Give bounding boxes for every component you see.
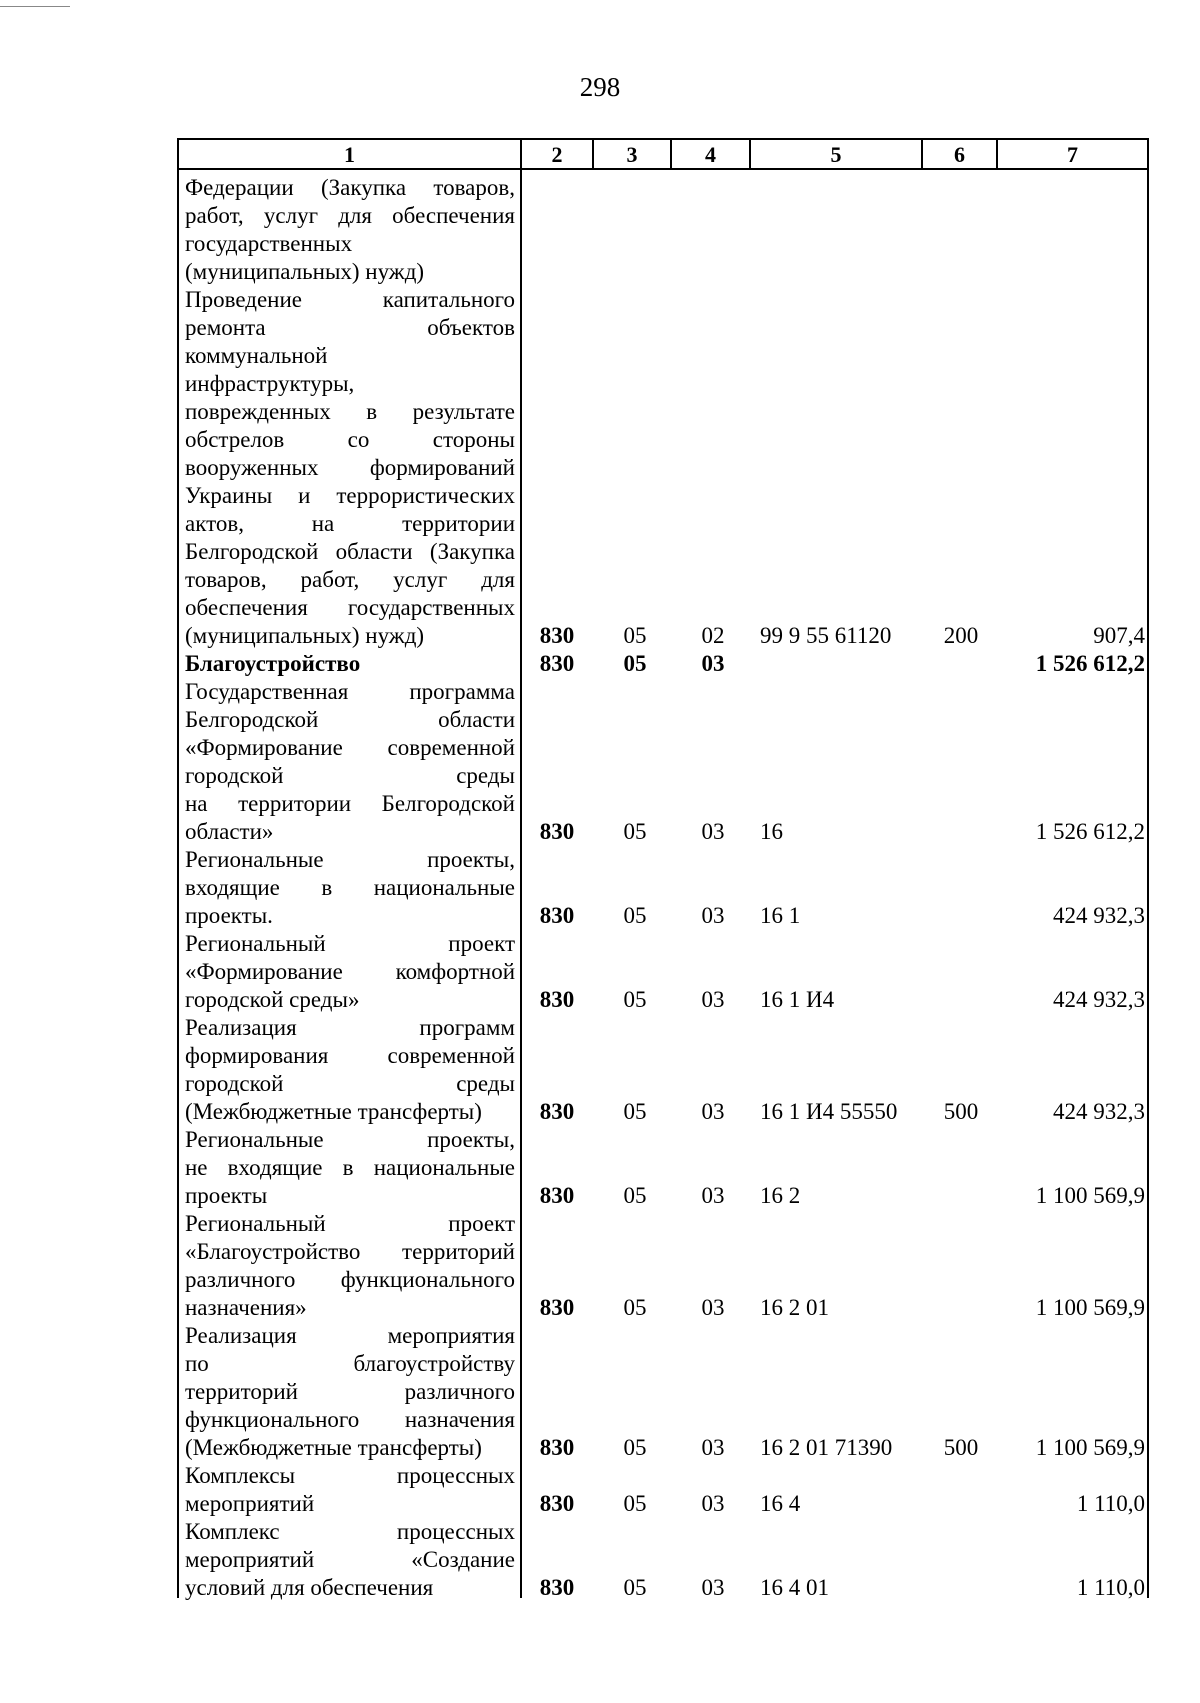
code-section: 05 xyxy=(623,1575,647,1600)
row-description xyxy=(185,1462,515,1518)
code-subsection: 02 xyxy=(701,623,725,648)
row-description xyxy=(185,1518,515,1602)
description-line: «Формирование комфортной xyxy=(185,959,515,984)
description-line: Региональные проекты, xyxy=(185,847,515,872)
code-ministry: 830 xyxy=(539,651,575,676)
row-description xyxy=(185,678,515,846)
description-line: работ, услуг для обеспечения xyxy=(185,203,515,228)
description-line: Региональные проекты, xyxy=(185,1127,515,1152)
description-line: обстрелов со стороны xyxy=(185,427,515,452)
table-row xyxy=(0,174,1200,286)
description-line: товаров, работ, услуг для xyxy=(185,567,515,592)
description-line: мероприятий xyxy=(185,1491,315,1516)
description-line: входящие в национальные xyxy=(185,875,515,900)
description-line: актов, на территории xyxy=(185,511,515,536)
description-line: мероприятий «Создание xyxy=(185,1547,515,1572)
table-row xyxy=(0,1014,1200,1126)
description-line: (Межбюджетные трансферты) xyxy=(185,1435,482,1460)
description-line: Благоустройство xyxy=(185,651,361,676)
description-line: проекты xyxy=(185,1183,268,1208)
row-description xyxy=(185,286,515,650)
description-line: проекты. xyxy=(185,903,273,928)
amount: 1 110,0 xyxy=(1076,1575,1145,1600)
code-section: 05 xyxy=(623,987,647,1012)
description-line: «Формирование современной xyxy=(185,735,515,760)
code-subsection: 03 xyxy=(701,987,725,1012)
row-description xyxy=(185,1210,515,1322)
description-line: Белгородской области xyxy=(185,707,515,732)
code-section: 05 xyxy=(623,903,647,928)
description-line: «Благоустройство территорий xyxy=(185,1239,515,1264)
code-subsection: 03 xyxy=(701,903,725,928)
code-subsection: 03 xyxy=(701,1435,725,1460)
code-section: 05 xyxy=(623,623,647,648)
code-ministry: 830 xyxy=(539,1491,575,1516)
description-line: (Межбюджетные трансферты) xyxy=(185,1099,482,1124)
code-ministry: 830 xyxy=(539,903,575,928)
description-line: формирования современной xyxy=(185,1043,515,1068)
amount: 1 100 569,9 xyxy=(1035,1295,1145,1320)
code-ministry: 830 xyxy=(539,1099,575,1124)
row-description xyxy=(185,846,515,930)
header-col-4: 4 xyxy=(672,140,751,168)
description-line: функционального назначения xyxy=(185,1407,515,1432)
description-line: коммунальной xyxy=(185,343,328,368)
row-description xyxy=(185,174,515,286)
amount: 907,4 xyxy=(1093,623,1145,648)
page-number: 298 xyxy=(579,72,621,102)
code-target-article: 16 2 01 xyxy=(760,1295,829,1320)
code-ministry: 830 xyxy=(539,623,575,648)
code-section: 05 xyxy=(623,1491,647,1516)
code-target-article: 99 9 55 61120 xyxy=(760,623,892,648)
description-line: Реализация мероприятия xyxy=(185,1323,515,1348)
description-line: (муниципальных) нужд) xyxy=(185,623,425,648)
header-col-6: 6 xyxy=(923,140,998,168)
code-target-article: 16 4 01 xyxy=(760,1575,829,1600)
description-line: области» xyxy=(185,819,274,844)
table-row xyxy=(0,1462,1200,1518)
table-row xyxy=(0,1518,1200,1602)
description-line: Украины и террористических xyxy=(185,483,515,508)
code-target-article: 16 1 И4 55550 xyxy=(760,1099,898,1124)
description-line: инфраструктуры, xyxy=(185,371,355,396)
description-line: назначения» xyxy=(185,1295,307,1320)
amount: 1 100 569,9 xyxy=(1035,1183,1145,1208)
code-ministry: 830 xyxy=(539,1295,575,1320)
description-line: Региональный проект xyxy=(185,931,515,956)
code-subsection: 03 xyxy=(701,1575,725,1600)
description-line: городской среды» xyxy=(185,987,360,1012)
description-line: вооруженных формирований xyxy=(185,455,515,480)
code-target-article: 16 2 xyxy=(760,1183,801,1208)
code-section: 05 xyxy=(623,1099,647,1124)
code-ministry: 830 xyxy=(539,1575,575,1600)
table-row xyxy=(0,846,1200,930)
code-subsection: 03 xyxy=(701,819,725,844)
header-col-3: 3 xyxy=(594,140,672,168)
header-col-5: 5 xyxy=(751,140,923,168)
description-line: обеспечения государственных xyxy=(185,595,515,620)
code-ministry: 830 xyxy=(539,987,575,1012)
code-target-article: 16 4 xyxy=(760,1491,801,1516)
table-header xyxy=(177,138,1149,170)
amount: 424 932,3 xyxy=(1053,903,1145,928)
row-description xyxy=(185,650,515,678)
description-line: Комплекс процессных xyxy=(185,1519,515,1544)
header-col-7: 7 xyxy=(1067,142,1078,167)
description-line: ремонта объектов xyxy=(185,315,515,340)
table-row xyxy=(0,930,1200,1014)
description-line: по благоустройству xyxy=(185,1351,515,1376)
scan-edge-mark xyxy=(0,6,70,7)
code-section: 05 xyxy=(623,651,647,676)
amount: 1 526 612,2 xyxy=(1035,651,1145,676)
row-description xyxy=(185,1014,515,1126)
row-description xyxy=(185,1322,515,1462)
description-line: не входящие в национальные xyxy=(185,1155,515,1180)
code-section: 05 xyxy=(623,1295,647,1320)
code-subsection: 03 xyxy=(701,1183,725,1208)
code-ministry: 830 xyxy=(539,1183,575,1208)
description-line: поврежденных в результате xyxy=(185,399,515,424)
table-row xyxy=(0,1322,1200,1462)
code-expense-type: 200 xyxy=(943,623,979,648)
code-subsection: 03 xyxy=(701,1099,725,1124)
description-line: Реализация программ xyxy=(185,1015,515,1040)
amount: 424 932,3 xyxy=(1053,1099,1145,1124)
description-line: городской среды xyxy=(185,1071,515,1096)
description-line: Комплексы процессных xyxy=(185,1463,515,1488)
code-ministry: 830 xyxy=(539,1435,575,1460)
description-line: условий для обеспечения xyxy=(185,1575,434,1600)
code-target-article: 16 1 xyxy=(760,903,801,928)
code-section: 05 xyxy=(623,1435,647,1460)
description-line: на территории Белгородской xyxy=(185,791,515,816)
code-expense-type: 500 xyxy=(943,1099,979,1124)
row-description xyxy=(185,930,515,1014)
description-line: городской среды xyxy=(185,763,515,788)
code-target-article: 16 xyxy=(760,819,783,844)
table-row xyxy=(0,678,1200,846)
description-line: Государственная программа xyxy=(185,679,515,704)
amount: 1 526 612,2 xyxy=(1035,819,1145,844)
description-line: различного функционального xyxy=(185,1267,515,1292)
description-line: (муниципальных) нужд) xyxy=(185,259,425,284)
code-ministry: 830 xyxy=(539,819,575,844)
description-line: Проведение капитального xyxy=(185,287,515,312)
description-line: Белгородской области (Закупка xyxy=(185,539,515,564)
code-subsection: 03 xyxy=(701,651,725,676)
code-subsection: 03 xyxy=(701,1295,725,1320)
code-subsection: 03 xyxy=(701,1491,725,1516)
row-description xyxy=(185,1126,515,1210)
code-expense-type: 500 xyxy=(943,1435,979,1460)
code-target-article: 16 2 01 71390 xyxy=(760,1435,893,1460)
code-section: 05 xyxy=(623,819,647,844)
table-row xyxy=(0,286,1200,650)
header-col-2: 2 xyxy=(522,140,594,168)
description-line: Федерации (Закупка товаров, xyxy=(185,175,515,200)
header-col-1: 1 xyxy=(179,140,522,168)
amount: 424 932,3 xyxy=(1053,987,1145,1012)
description-line: территорий различного xyxy=(185,1379,515,1404)
table-row xyxy=(0,1126,1200,1210)
amount: 1 100 569,9 xyxy=(1035,1435,1145,1460)
code-target-article: 16 1 И4 xyxy=(760,987,835,1012)
code-section: 05 xyxy=(623,1183,647,1208)
amount: 1 110,0 xyxy=(1076,1491,1145,1516)
table-row xyxy=(0,650,1200,678)
table-row xyxy=(0,1210,1200,1322)
description-line: Региональный проект xyxy=(185,1211,515,1236)
description-line: государственных xyxy=(185,231,353,256)
